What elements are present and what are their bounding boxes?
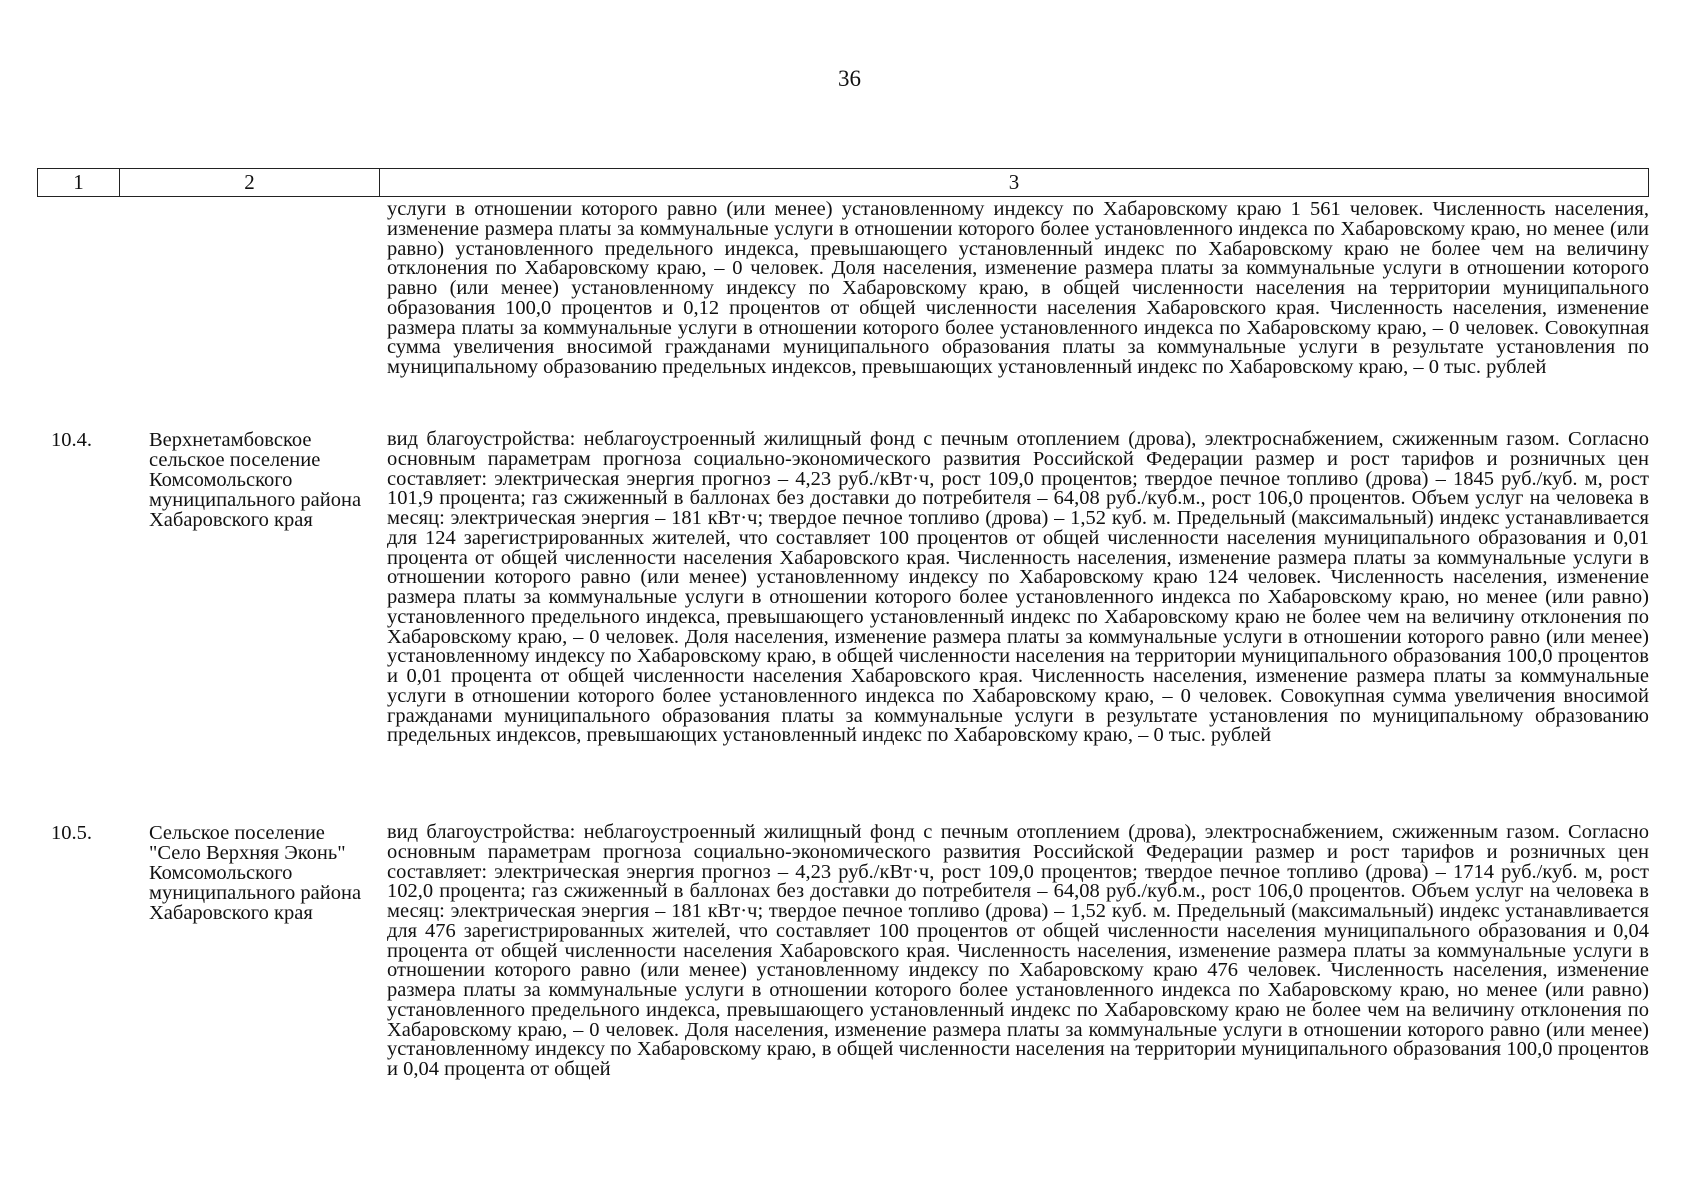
row-number: 10.5. bbox=[51, 822, 92, 844]
row-description: вид благоустройства: неблагоустроенный жилищный фонд с печным отоплением (дрова), электроснабжением, сжиженным газом. Согласно основным параметрам прогноза социально-экономического развития Российской Федерации размер и рост тарифов и розничных цен составляет: электрическая энергия прогноз – 4,23 руб./кВт·ч, рост 109,0 процентов; твердое печное топливо (дрова) – 1845 руб./куб. м, рост 101,9 процента; газ сжиженный в баллонах без доставки до потребителя – 64,08 руб./куб.м., рост 106,0 процентов. Объем услуг на человека в месяц: электрическая энергия – 181 кВт·ч; твердое печное топливо (дрова) – 1,52 куб. м. Предельный (максимальный) индекс устанавливается для 124 зарегистрированных жителей, что составляет 100 процентов от общей численности населения муниципального образования и 0,01 процента от общей численности населения Хабаровского края. Численность населения, изменение размера платы за коммунальные услуги в отношении которого равно (или менее) установленному индексу по Хабаровскому краю 124 человек. Численность населения, изменение размера платы за коммунальные услуги в отношении которого более установленного индекса по Хабаровскому краю, но менее (или равно) установленного предельного индекса, превышающего установленный индекс по Хабаровскому краю не более чем на величину отклонения по Хабаровскому краю, – 0 человек. Доля населения, изменение размера платы за коммунальные услуги в отношении которого равно (или менее) установленному индексу по Хабаровскому краю, в общей численности населения на территории муниципального образования 100,0 процентов и 0,01 процента от общей численности населения Хабаровского края. Численность населения, изменение размера платы за коммунальные услуги в отношении которого более установленного индекса по Хабаровскому краю, – 0 человек. Совокупная сумма увеличения вносимой гражданами муниципального образования платы за коммунальные услуги в результате установления по муниципальному образованию предельных индексов, превышающих установленный индекс по Хабаровскому краю, – 0 тыс. рублей bbox=[387, 428, 1649, 747]
column-header-2: 2 bbox=[120, 169, 380, 196]
column-header-3: 3 bbox=[1008, 170, 1020, 194]
row-description: вид благоустройства: неблагоустроенный жилищный фонд с печным отоплением (дрова), электроснабжением, сжиженным газом. Согласно основным параметрам прогноза социально-экономического развития Российской Федерации размер и рост тарифов и розничных цен составляет: электрическая энергия прогноз – 4,23 руб./кВт·ч, рост 109,0 процентов; твердое печное топливо (дрова) – 1714 руб./куб. м, рост 102,0 процента; газ сжиженный в баллонах без доставки до потребителя – 64,08 руб./куб.м., рост 106,0 процентов. Объем услуг на человека в месяц: электрическая энергия – 181 кВт·ч; твердое печное топливо (дрова) – 1,52 куб. м. Предельный (максимальный) индекс устанавливается для 476 зарегистрированных жителей, что составляет 100 процентов от общей численности населения муниципального образования и 0,04 процента от общей численности населения Хабаровского края. Численность населения, изменение размера платы за коммунальные услуги в отношении которого равно (или менее) установленному индексу по Хабаровскому краю 476 человек. Численность населения, изменение размера платы за коммунальные услуги в отношении которого более установленного индекса по Хабаровскому краю, но менее (или равно) установленного предельного индекса, превышающего установленный индекс по Хабаровскому краю не более чем на величину отклонения по Хабаровскому краю, – 0 человек. Доля населения, изменение размера платы за коммунальные услуги в отношении которого равно (или менее) установленному индексу по Хабаровскому краю, в общей численности населения на территории муниципального образования 100,0 процентов и 0,04 процента от общей bbox=[387, 821, 1649, 1080]
municipality-name: Сельское поселение "Село Верхняя Эконь" Комсомольского муниципального района Хабаровского края bbox=[149, 822, 362, 924]
table-row bbox=[37, 823, 1649, 1080]
table-row bbox=[37, 430, 1649, 815]
table-column-header bbox=[37, 168, 1649, 197]
row-description: услуги в отношении которого равно (или менее) установленному индексу по Хабаровскому краю 1 561 человек. Численность населения, изменение размера платы за коммунальные услуги в отношении которого более установленного индекса по Хабаровскому краю, но менее (или равно) установленного предельного индекса, превышающего установленный индекс по Хабаровскому краю не более чем на величину отклонения по Хабаровскому краю, – 0 человек. Доля населения, изменение размера платы за коммунальные услуги в отношении которого равно (или менее) установленному индексу по Хабаровскому краю, в общей численности населения на территории муниципального образования 100,0 процентов и 0,12 процентов от общей численности населения Хабаровского края. Численность населения, изменение размера платы за коммунальные услуги в отношении которого более установленного индекса по Хабаровскому краю, – 0 человек. Совокупная сумма увеличения вносимой гражданами муниципального образования платы за коммунальные услуги в результате установления по муниципальному образованию предельных индексов, превышающих установленный индекс по Хабаровскому краю, – 0 тыс. рублей bbox=[387, 198, 1649, 378]
column-header-1: 1 bbox=[38, 169, 120, 196]
page-number: 36 bbox=[838, 66, 861, 91]
table-body bbox=[37, 200, 1649, 1080]
row-number: 10.4. bbox=[51, 429, 92, 451]
municipality-name: Верхнетамбовское сельское поселение Комсомольского муниципального района Хабаровского края bbox=[149, 429, 362, 531]
table-row bbox=[37, 200, 1649, 422]
